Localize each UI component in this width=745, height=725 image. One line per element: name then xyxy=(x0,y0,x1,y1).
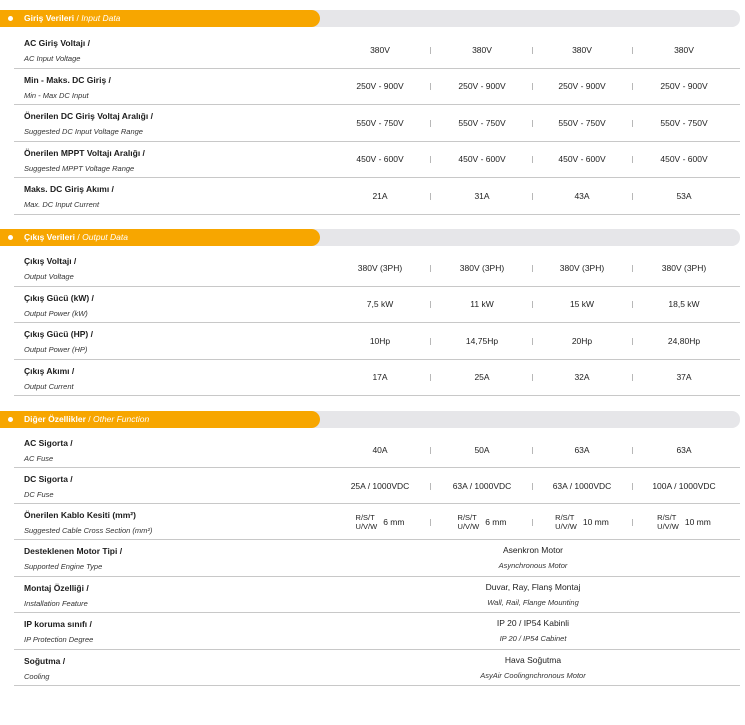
column-divider xyxy=(430,120,431,127)
label-turkish: Önerilen DC Giriş Voltaj Aralığı / xyxy=(24,111,153,121)
column-divider xyxy=(632,83,633,90)
table-row xyxy=(14,613,740,650)
value-cell: 380V xyxy=(472,44,492,55)
value-english: Wall, Rail, Flange Mounting xyxy=(487,597,579,607)
row-label xyxy=(24,74,324,102)
value-cell: 380V (3PH) xyxy=(661,262,707,273)
conductor-line: U/V/W xyxy=(657,521,679,531)
spanning-value xyxy=(330,650,736,686)
cable-cell xyxy=(432,504,532,539)
cable-conductors xyxy=(657,513,679,531)
column-divider xyxy=(632,120,633,127)
column-divider xyxy=(532,47,533,54)
row-label xyxy=(24,509,324,537)
table-row xyxy=(14,360,740,397)
value-cell: 14,75Hp xyxy=(465,335,499,346)
value-cell: 250V - 900V xyxy=(660,81,708,92)
value-turkish: Duvar, Ray, Flanş Montaj xyxy=(485,581,581,592)
label-turkish: DC Sigorta / xyxy=(24,474,73,484)
table-row xyxy=(14,69,740,106)
label-english: Output Power (kW) xyxy=(24,308,88,318)
section-track xyxy=(300,411,740,428)
cable-size: 6 mm xyxy=(485,516,507,527)
column-divider xyxy=(430,156,431,163)
table-row xyxy=(14,540,740,577)
label-turkish: Önerilen MPPT Voltajı Aralığı / xyxy=(24,147,145,158)
value-english: IP 20 / IP54 Cabinet xyxy=(499,634,567,644)
section-pill xyxy=(0,411,320,428)
cable-cell xyxy=(634,504,734,539)
value-cell: 63A / 1000VDC xyxy=(452,480,512,491)
value-cell: 450V - 600V xyxy=(458,154,506,165)
column-divider xyxy=(632,193,633,200)
cable-cell xyxy=(532,504,632,539)
spanning-value xyxy=(330,613,736,649)
conductor-line: U/V/W xyxy=(355,521,378,531)
section-header-other xyxy=(0,411,740,428)
column-divider xyxy=(532,374,533,381)
column-divider xyxy=(632,265,633,272)
value-cell: 18,5 kW xyxy=(668,299,700,310)
spanning-value xyxy=(330,577,736,613)
row-label xyxy=(24,655,324,683)
value-cell: 550V - 750V xyxy=(558,117,606,128)
value-cell: 380V xyxy=(674,44,694,55)
value-cell: 43A xyxy=(574,190,590,201)
column-divider xyxy=(632,447,633,454)
row-label xyxy=(24,582,324,610)
value-cell: 380V xyxy=(370,44,390,55)
table-row xyxy=(14,650,740,687)
value-cell: 250V - 900V xyxy=(558,81,606,92)
column-divider xyxy=(532,519,533,526)
value-turkish: Hava Soğutma xyxy=(504,654,562,665)
column-divider xyxy=(430,519,431,526)
row-label xyxy=(24,328,324,356)
column-divider xyxy=(532,338,533,345)
value-cell: 550V - 750V xyxy=(660,117,708,128)
label-turkish: Montaj Özelliği / xyxy=(24,582,89,593)
value-cell: 50A xyxy=(474,444,490,455)
value-cell: 63A xyxy=(676,444,692,455)
section-title: Diğer Özellikler / Other Function xyxy=(24,414,150,424)
row-label xyxy=(24,110,324,138)
conductor-line: R/S/T xyxy=(457,512,477,522)
column-divider xyxy=(430,301,431,308)
cable-conductors xyxy=(458,513,480,531)
label-turkish: AC Sigorta / xyxy=(24,438,73,448)
conductor-line: U/V/W xyxy=(555,521,577,531)
table-row xyxy=(14,178,740,215)
label-turkish: Çıkış Gücü (HP) / xyxy=(24,329,93,339)
column-divider xyxy=(632,374,633,381)
column-divider xyxy=(632,338,633,345)
value-cell: 24,80Hp xyxy=(667,335,701,346)
label-turkish: Çıkış Gücü (kW) / xyxy=(24,292,94,303)
bullet-icon xyxy=(8,16,13,21)
label-turkish: Maks. DC Giriş Akımı / xyxy=(24,184,114,194)
row-label xyxy=(24,183,324,211)
label-turkish: IP koruma sınıfı / xyxy=(24,619,92,629)
conductor-line: U/V/W xyxy=(457,521,480,531)
cable-conductors xyxy=(555,513,577,531)
value-cell: 63A xyxy=(574,444,590,455)
cable-spec xyxy=(657,513,711,531)
label-english: AC Input Voltage xyxy=(24,54,81,63)
label-english: IP Protection Degree xyxy=(24,635,94,644)
column-divider xyxy=(430,374,431,381)
label-english: Output Power (HP) xyxy=(24,345,88,354)
value-cell: 450V - 600V xyxy=(558,154,606,165)
column-divider xyxy=(430,338,431,345)
column-divider xyxy=(532,265,533,272)
label-english: DC Fuse xyxy=(24,490,54,499)
label-english: Suggested Cable Cross Section (mm²) xyxy=(24,526,153,535)
column-divider xyxy=(430,447,431,454)
value-cell: 40A xyxy=(372,444,388,455)
value-cell: 250V - 900V xyxy=(356,81,404,92)
label-english: Cooling xyxy=(24,671,50,681)
label-turkish: Önerilen Kablo Kesiti (mm²) xyxy=(24,510,136,520)
value-cell: 21A xyxy=(372,190,388,201)
label-english: Suggested DC Input Voltage Range xyxy=(24,127,143,136)
value-cell: 32A xyxy=(574,372,590,383)
section-header-output xyxy=(0,229,740,246)
cable-conductors xyxy=(356,513,378,531)
section-track xyxy=(300,229,740,246)
table-row xyxy=(14,105,740,142)
table-row xyxy=(14,250,740,287)
conductor-line: R/S/T xyxy=(355,512,375,522)
column-divider xyxy=(532,83,533,90)
label-english: Suggested MPPT Voltage Range xyxy=(24,163,135,173)
cable-size: 10 mm xyxy=(582,516,609,527)
label-turkish: AC Giriş Voltajı / xyxy=(24,38,90,48)
table-row xyxy=(14,468,740,504)
value-cell: 380V (3PH) xyxy=(459,262,505,273)
row-label xyxy=(24,147,324,175)
column-divider xyxy=(632,156,633,163)
value-turkish: Asenkron Motor xyxy=(503,545,563,556)
table-row xyxy=(14,432,740,468)
section-title: Çıkış Verileri / Output Data xyxy=(24,232,128,242)
column-divider xyxy=(632,519,633,526)
column-divider xyxy=(430,265,431,272)
value-cell: 100A / 1000VDC xyxy=(652,480,716,491)
section-pill xyxy=(0,10,320,27)
value-cell: 10Hp xyxy=(369,335,391,346)
column-divider xyxy=(532,483,533,490)
section-pill xyxy=(0,229,320,246)
value-cell: 380V (3PH) xyxy=(357,262,403,273)
table-row xyxy=(14,32,740,69)
row-label xyxy=(24,292,324,320)
section-track xyxy=(300,10,740,27)
row-label xyxy=(24,255,324,283)
cable-spec xyxy=(555,513,609,531)
bullet-icon xyxy=(8,235,13,240)
value-cell: 25A / 1000VDC xyxy=(350,480,410,491)
column-divider xyxy=(430,193,431,200)
value-english: Asynchronous Motor xyxy=(498,561,568,571)
column-divider xyxy=(430,47,431,54)
value-english: AsyAir Coolingnchronous Motor xyxy=(480,670,586,680)
row-label xyxy=(24,365,324,393)
row-label xyxy=(24,37,324,65)
value-cell: 380V xyxy=(572,44,592,55)
column-divider xyxy=(632,483,633,490)
column-divider xyxy=(532,120,533,127)
label-turkish: Soğutma / xyxy=(24,655,66,666)
label-turkish: Çıkış Akımı / xyxy=(24,365,75,376)
table-row xyxy=(14,142,740,179)
cable-size: 10 mm xyxy=(684,516,711,527)
label-english: Output Current xyxy=(24,381,74,391)
value-cell: 250V - 900V xyxy=(458,81,506,92)
label-english: Output Voltage xyxy=(24,272,74,281)
label-turkish: Min - Maks. DC Giriş / xyxy=(24,74,111,85)
value-cell: 7,5 kW xyxy=(366,299,394,310)
label-turkish: Desteklenen Motor Tipi / xyxy=(24,546,123,556)
value-cell: 15 kW xyxy=(569,299,595,310)
label-english: Supported Engine Type xyxy=(24,562,103,571)
value-cell: 31A xyxy=(474,190,490,201)
row-label xyxy=(24,437,324,465)
column-divider xyxy=(532,301,533,308)
label-english: Installation Feature xyxy=(24,598,88,608)
column-divider xyxy=(532,156,533,163)
value-cell: 25A xyxy=(474,372,490,383)
value-turkish: IP 20 / IP54 Kabinli xyxy=(496,618,570,629)
value-cell: 380V (3PH) xyxy=(559,262,605,273)
label-english: Max. DC Input Current xyxy=(24,200,100,209)
cable-spec xyxy=(356,513,405,531)
table-row xyxy=(14,504,740,540)
column-divider xyxy=(532,193,533,200)
value-cell: 20Hp xyxy=(571,335,593,346)
value-cell: 17A xyxy=(372,372,388,383)
value-cell: 37A xyxy=(676,372,692,383)
label-english: Min - Max DC Input xyxy=(24,90,89,100)
value-cell: 450V - 600V xyxy=(660,154,708,165)
table-row xyxy=(14,287,740,324)
conductor-line: R/S/T xyxy=(555,512,575,522)
column-divider xyxy=(430,483,431,490)
label-english: AC Fuse xyxy=(24,454,54,463)
value-cell: 53A xyxy=(676,190,692,201)
row-label xyxy=(24,473,324,501)
conductor-line: R/S/T xyxy=(657,512,677,522)
value-cell: 450V - 600V xyxy=(356,154,404,165)
section-title: Giriş Verileri / Input Data xyxy=(24,13,121,23)
value-cell: 11 kW xyxy=(470,299,494,310)
column-divider xyxy=(430,83,431,90)
cable-cell xyxy=(330,504,430,539)
spanning-value xyxy=(330,540,736,576)
cable-size: 6 mm xyxy=(383,516,405,527)
value-cell: 550V - 750V xyxy=(356,117,404,128)
row-label xyxy=(24,618,324,646)
column-divider xyxy=(632,47,633,54)
table-row xyxy=(14,323,740,360)
value-cell: 550V - 750V xyxy=(458,117,506,128)
label-turkish: Çıkış Voltajı / xyxy=(24,256,77,266)
cable-spec xyxy=(458,513,507,531)
row-label xyxy=(24,545,324,573)
value-cell: 63A / 1000VDC xyxy=(552,480,612,491)
column-divider xyxy=(632,301,633,308)
column-divider xyxy=(532,447,533,454)
section-header-input xyxy=(0,10,740,27)
bullet-icon xyxy=(8,417,13,422)
table-row xyxy=(14,577,740,614)
